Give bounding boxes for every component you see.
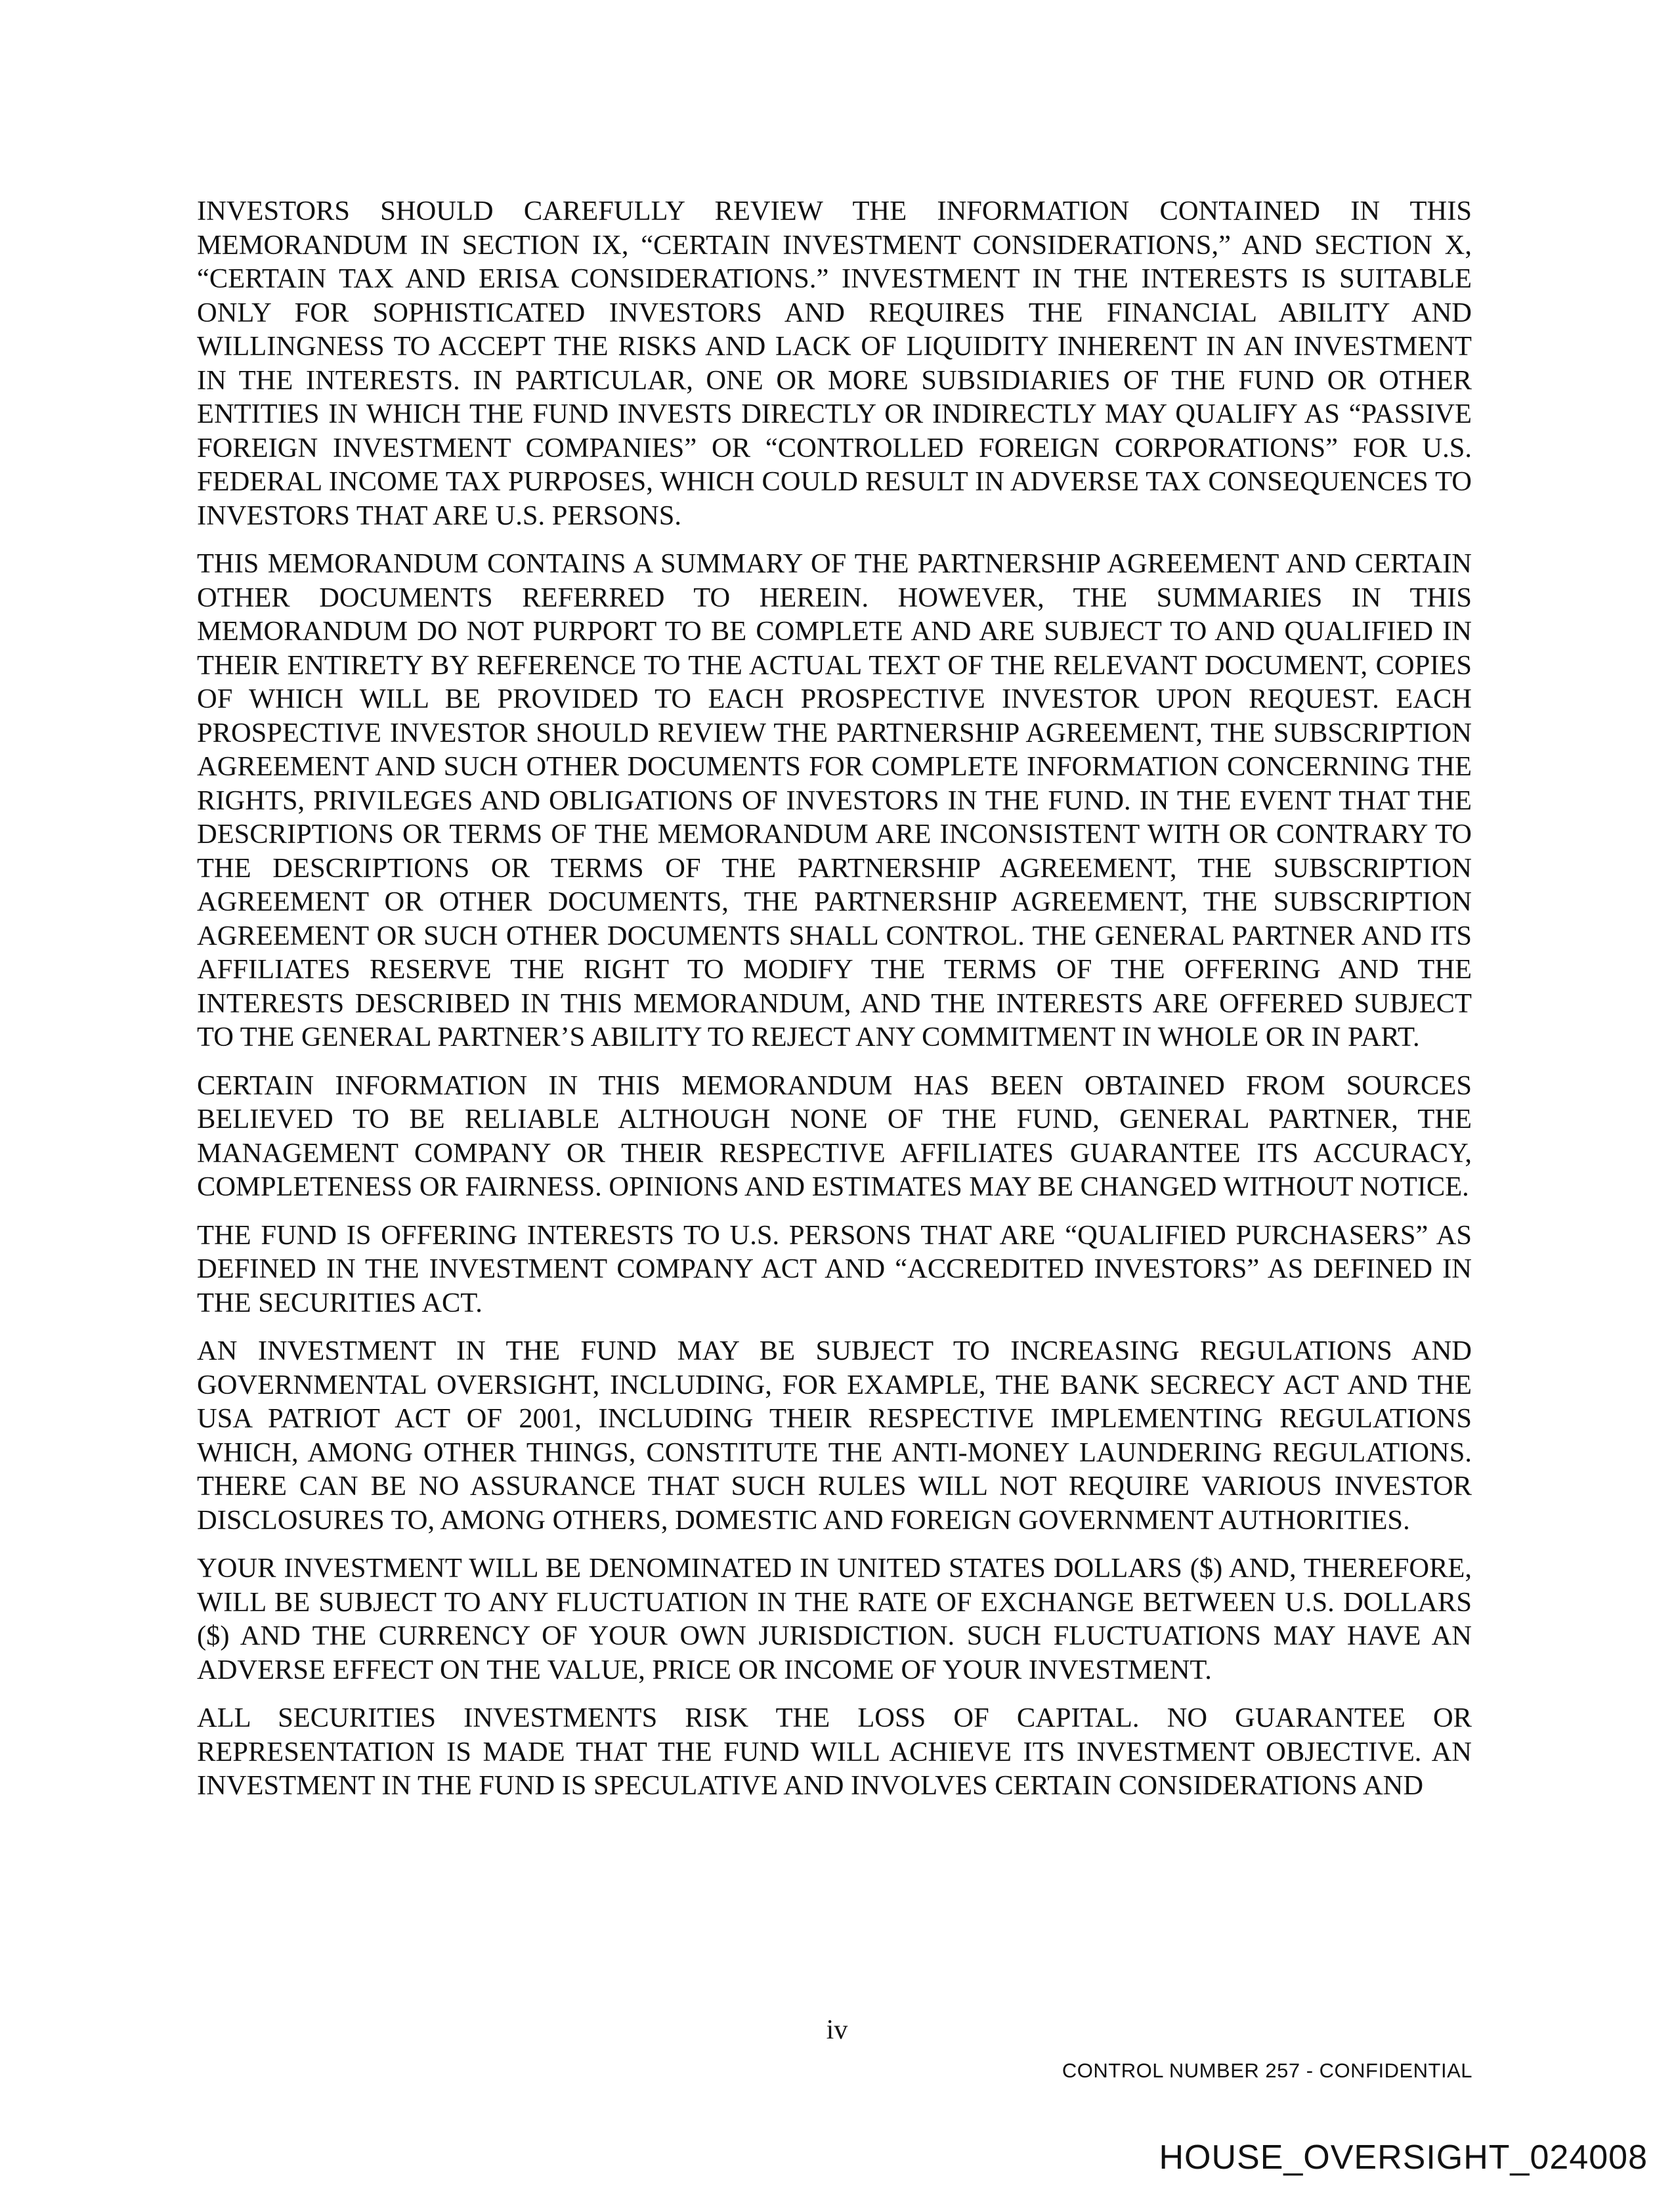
paragraph-summary-of-agreements: THIS MEMORANDUM CONTAINS A SUMMARY OF THE PARTNERSHIP AGREEMENT AND CERTAIN OTHER DOCUMENTS REFERRED TO HEREIN. HOWEVER, THE SUMMARIES IN THIS MEMORANDUM DO NOT PURPORT TO BE COMPLETE AND ARE SUBJECT TO AND QUALIFIED IN THEIR ENTIRETY BY REFERENCE TO THE ACTUAL TEXT OF THE RELEVANT DOCUMENT, COPIES OF WHICH WILL BE PROVIDED TO EACH PROSPECTIVE INVESTOR UPON REQUEST. EACH PROSPECTIVE INVESTOR SHOULD REVIEW THE PARTNERSHIP AGREEMENT, THE SUBSCRIPTION AGREEMENT AND SUCH OTHER DOCUMENTS FOR COMPLETE INFORMATION CONCERNING THE RIGHTS, PRIVILEGES AND OBLIGATIONS OF INVESTORS IN THE FUND. IN THE EVENT THAT THE DESCRIPTIONS OR TERMS OF THE MEMORANDUM ARE INCONSISTENT WITH OR CONTRARY TO THE DESCRIPTIONS OR TERMS OF THE PARTNERSHIP AGREEMENT, THE SUBSCRIPTION AGREEMENT OR OTHER DOCUMENTS, THE PARTNERSHIP AGREEMENT, THE SUBSCRIPTION AGREEMENT OR SUCH OTHER DOCUMENTS SHALL CONTROL. THE GENERAL PARTNER AND ITS AFFILIATES RESERVE THE RIGHT TO MODIFY THE TERMS OF THE OFFERING AND THE INTERESTS DESCRIBED IN THIS MEMORANDUM, AND THE INTERESTS ARE OFFERED SUBJECT TO THE GENERAL PARTNER’S ABILITY TO REJECT ANY COMMITMENT IN WHOLE OR IN PART. bbox=[197, 548, 1472, 1052]
paragraph-currency-risk: YOUR INVESTMENT WILL BE DENOMINATED IN UNITED STATES DOLLARS ($) AND, THEREFORE, WILL BE SUBJECT TO ANY FLUCTUATION IN THE RATE OF EXCHANGE BETWEEN U.S. DOLLARS ($) AND THE CURRENCY OF YOUR OWN JURISDICTION. SUCH FLUCTUATIONS MAY HAVE AN ADVERSE EFFECT ON THE VALUE, PRICE OR INCOME OF YOUR INVESTMENT. bbox=[197, 1553, 1472, 1685]
document-body bbox=[197, 194, 1472, 1817]
bates-number: HOUSE_OVERSIGHT_024008 bbox=[1159, 2138, 1648, 2177]
paragraph-qualified-purchasers: THE FUND IS OFFERING INTERESTS TO U.S. PERSONS THAT ARE “QUALIFIED PURCHASERS” AS DEFINED IN THE INVESTMENT COMPANY ACT AND “ACCREDITED INVESTORS” AS DEFINED IN THE SECURITIES ACT. bbox=[197, 1219, 1472, 1318]
control-number-label: CONTROL NUMBER 257 - CONFIDENTIAL bbox=[1062, 2059, 1472, 2082]
paragraph-investor-review: INVESTORS SHOULD CAREFULLY REVIEW THE INFORMATION CONTAINED IN THIS MEMORANDUM IN SECTION IX, “CERTAIN INVESTMENT CONSIDERATIONS,” AND SECTION X, “CERTAIN TAX AND ERISA CONSIDERATIONS.” INVESTMENT IN THE INTERESTS IS SUITABLE ONLY FOR SOPHISTICATED INVESTORS AND REQUIRES THE FINANCIAL ABILITY AND WILLINGNESS TO ACCEPT THE RISKS AND LACK OF LIQUIDITY INHERENT IN AN INVESTMENT IN THE INTERESTS. IN PARTICULAR, ONE OR MORE SUBSIDIARIES OF THE FUND OR OTHER ENTITIES IN WHICH THE FUND INVESTS DIRECTLY OR INDIRECTLY MAY QUALIFY AS “PASSIVE FOREIGN INVESTMENT COMPANIES” OR “CONTROLLED FOREIGN CORPORATIONS” FOR U.S. FEDERAL INCOME TAX PURPOSES, WHICH COULD RESULT IN ADVERSE TAX CONSEQUENCES TO INVESTORS THAT ARE U.S. PERSONS. bbox=[197, 196, 1472, 531]
paragraph-regulations: AN INVESTMENT IN THE FUND MAY BE SUBJECT TO INCREASING REGULATIONS AND GOVERNMENTAL OVERSIGHT, INCLUDING, FOR EXAMPLE, THE BANK SECRECY ACT AND THE USA PATRIOT ACT OF 2001, INCLUDING THEIR RESPECTIVE IMPLEMENTING REGULATIONS WHICH, AMONG OTHER THINGS, CONSTITUTE THE ANTI-MONEY LAUNDERING REGULATIONS. THERE CAN BE NO ASSURANCE THAT SUCH RULES WILL NOT REQUIRE VARIOUS INVESTOR DISCLOSURES TO, AMONG OTHERS, DOMESTIC AND FOREIGN GOVERNMENT AUTHORITIES. bbox=[197, 1335, 1472, 1536]
paragraph-loss-of-capital: ALL SECURITIES INVESTMENTS RISK THE LOSS OF CAPITAL. NO GUARANTEE OR REPRESENTATION IS MADE THAT THE FUND WILL ACHIEVE ITS INVESTMENT OBJECTIVE. AN INVESTMENT IN THE FUND IS SPECULATIVE AND INVOLVES CERTAIN CONSIDERATIONS AND bbox=[197, 1702, 1472, 1801]
page-number: iv bbox=[826, 2015, 848, 2045]
paragraph-information-sources: CERTAIN INFORMATION IN THIS MEMORANDUM HAS BEEN OBTAINED FROM SOURCES BELIEVED TO BE RELIABLE ALTHOUGH NONE OF THE FUND, GENERAL PARTNER, THE MANAGEMENT COMPANY OR THEIR RESPECTIVE AFFILIATES GUARANTEE ITS ACCURACY, COMPLETENESS OR FAIRNESS. OPINIONS AND ESTIMATES MAY BE CHANGED WITHOUT NOTICE. bbox=[197, 1070, 1472, 1202]
